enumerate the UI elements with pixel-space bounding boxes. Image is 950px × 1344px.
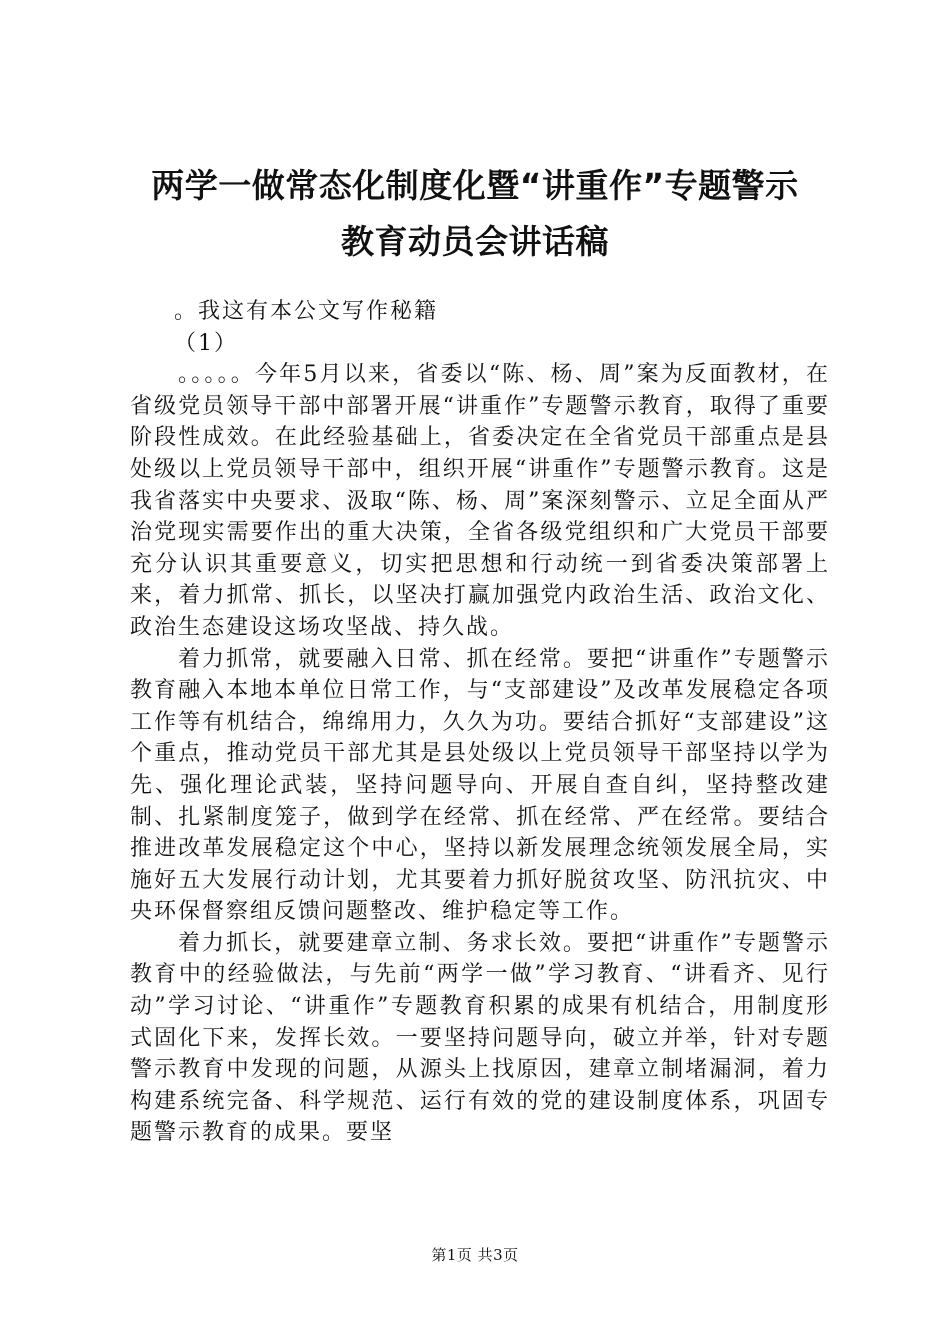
document-title [80, 158, 870, 270]
paragraph-1: 。。。。。今年5月以来，省委以“陈、杨、周”案为反面教材，在省级党员领导干部中部署开展“讲重作”专题警示教育，取得了重要阶段性成效。在此经验基础上，省委决定在全省党员干部重点是县处级以上党员领导干部中，组织开展“讲重作”专题警示教育。这是我省落实中央要求、汲取“陈、杨、周”案深刻警示、立足全面从严治党现实需要作出的重大决策，全省各级党组织和广大党员干部要充分认识其重要意义，切实把思想和行动统一到省委决策部署上来，着力抓常、抓长，以坚决打赢加强党内政治生活、政治文化、政治生态建设这场攻坚战、持久战。 [130, 362, 830, 640]
page-footer: 第1页 共3页 [431, 1246, 519, 1264]
document-body [130, 296, 830, 1149]
title-line-2: 教育动员会讲话稿 [341, 222, 609, 261]
paragraph-3: 着力抓长，就要建章立制、务求长效。要把“讲重作”专题警示教育中的经验做法，与先前“两学一做”学习教育、“讲看齐、见行动”学习讨论、“讲重作”专题教育积累的成果有机结合，用制度形式固化下来，发挥长效。一要坚持问题导向，破立并举，针对专题警示教育中发现的问题，从源头上找原因，建章立制堵漏洞，着力构建系统完备、科学规范、运行有效的党的建设制度体系，巩固专题警示教育的成果。要坚 [130, 930, 830, 1146]
section-number: （1） [174, 330, 238, 356]
title-line-1: 两学一做常态化制度化暨“讲重作”专题警示 [151, 166, 799, 205]
intro-line: 。我这有本公文写作秘籍 [174, 299, 439, 324]
paragraph-2: 着力抓常，就要融入日常、抓在经常。要把“讲重作”专题警示教育融入本地本单位日常工作，与“支部建设”及改革发展稳定各项工作等有机结合，绵绵用力，久久为功。要结合抓好“支部建设”这个重点，推动党员干部尤其是县处级以上党员领导干部坚持以学为先、强化理论武装，坚持问题导向、开展自查自纠，坚持整改建制、扎紧制度笼子，做到学在经常、抓在经常、严在经常。要结合推进改革发展稳定这个中心，坚持以新发展理念统领发展全局，实施好五大发展行动计划，尤其要着力抓好脱贫攻坚、防汛抗灾、中央环保督察组反馈问题整改、维护稳定等工作。 [130, 646, 830, 925]
